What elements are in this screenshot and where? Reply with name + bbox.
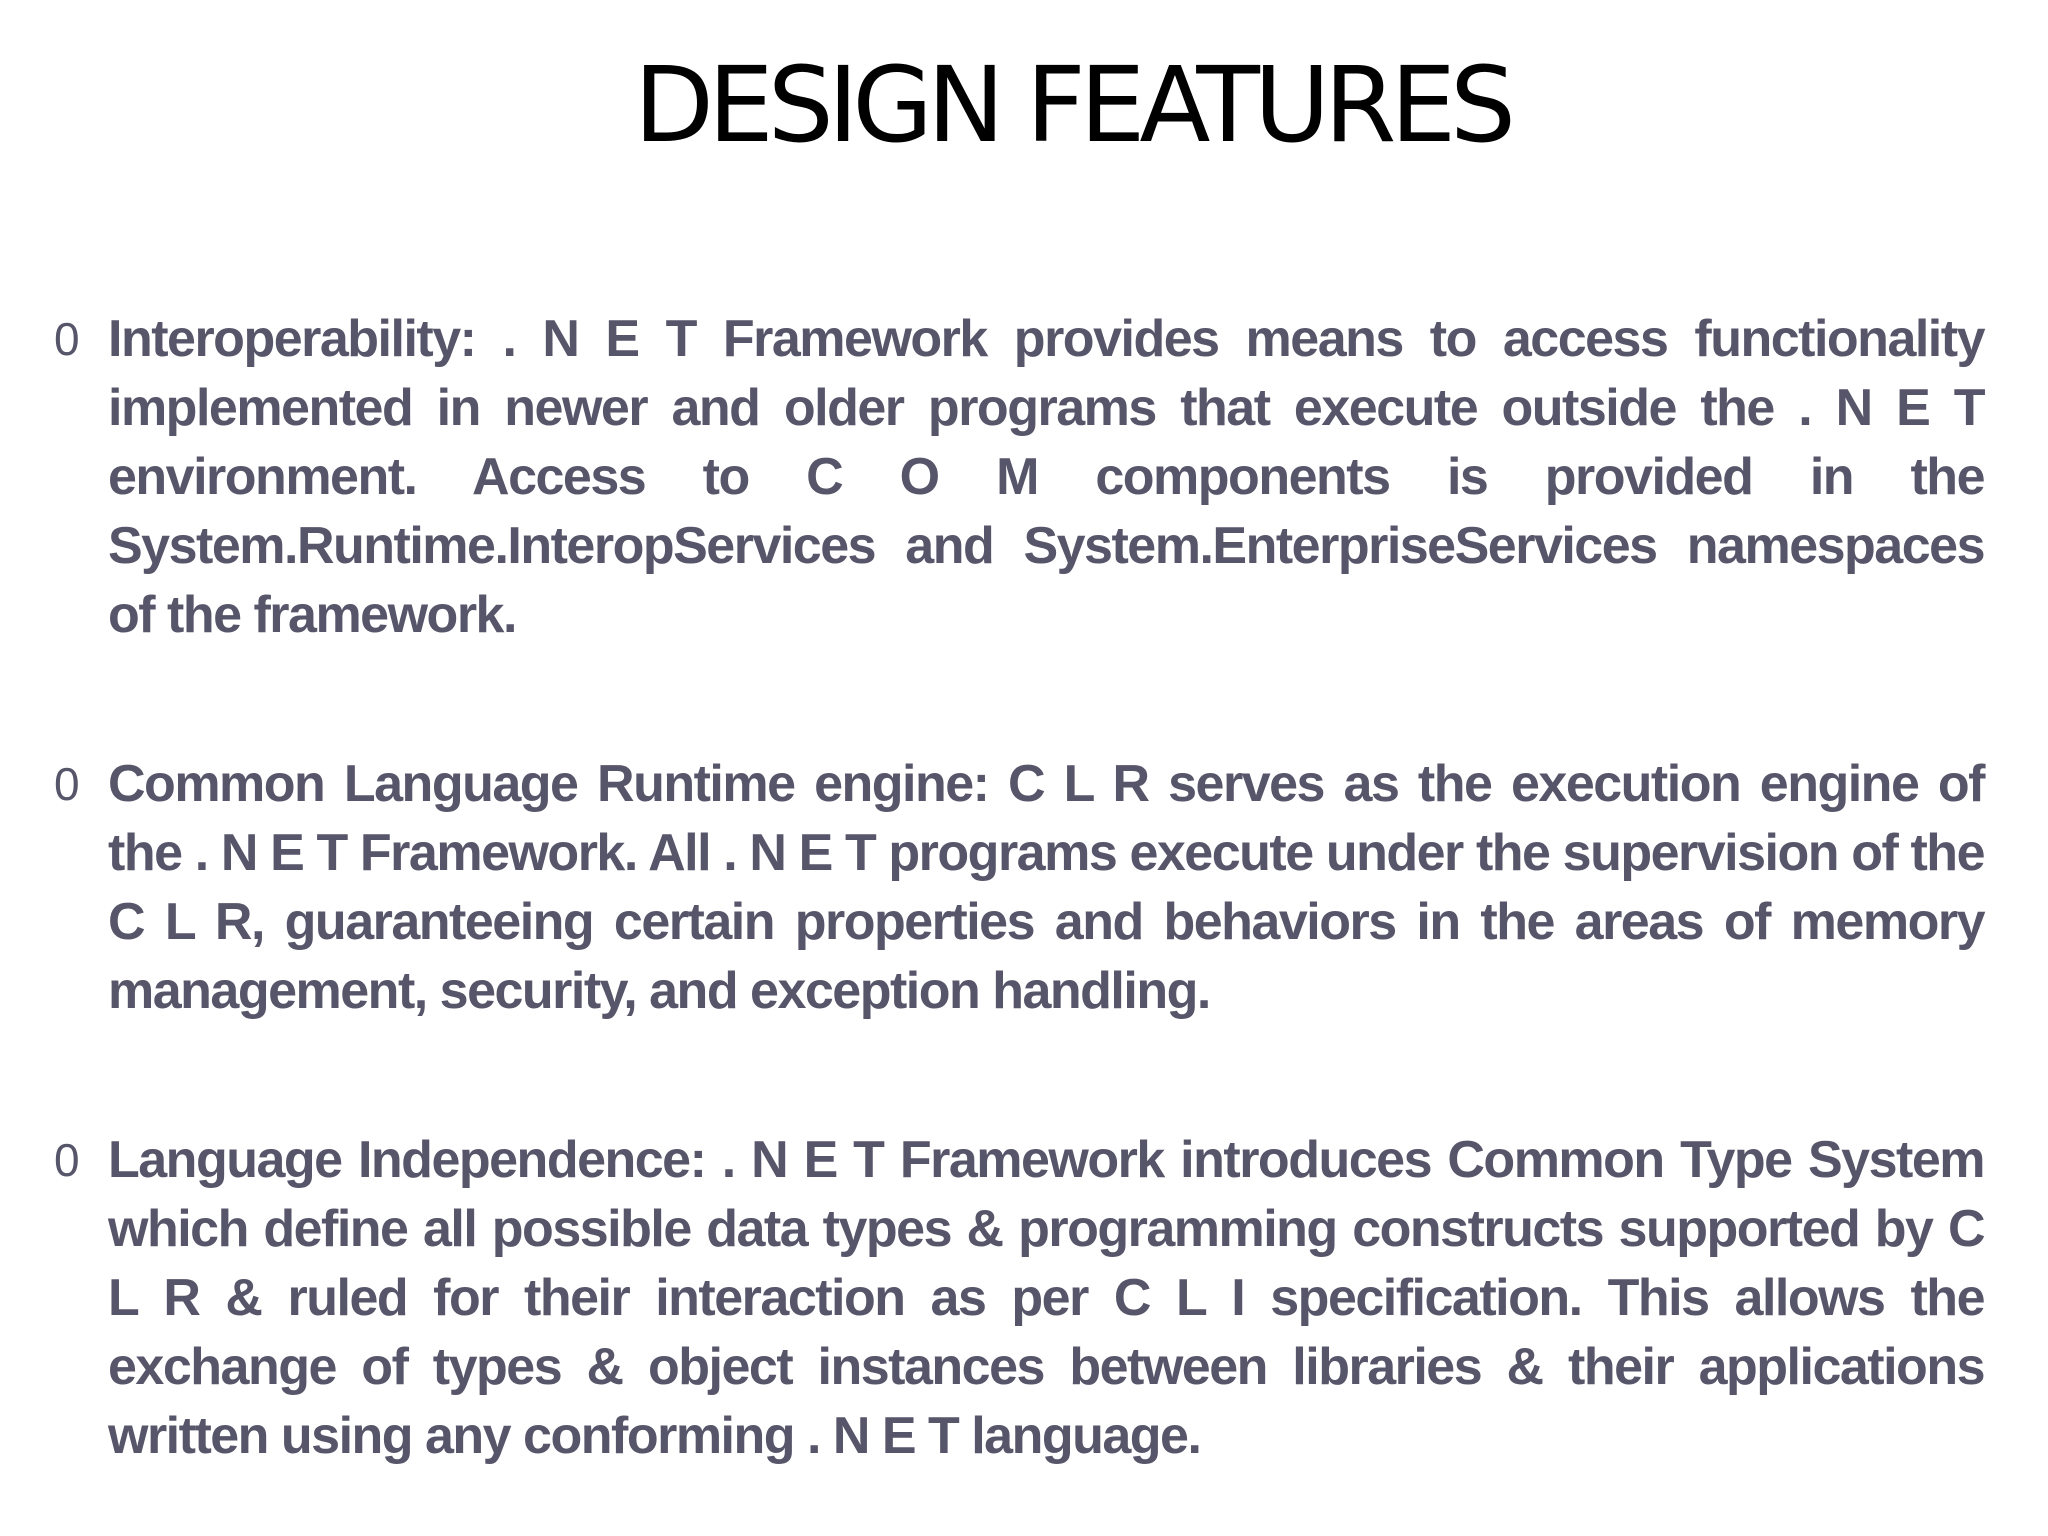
bullet-text: Interoperability: . N E T Framework provides means to access functionality implemented in newer and older programs that execute outside the . N E T environment. Access to C O M components is provided in the System.Runtime.InteropServices and System.EnterpriseServices namespaces of the framework. [108,310,1984,644]
bullet-language-independence [54,1126,1984,1471]
slide-title: DESIGN FEATURES [633,44,1511,166]
bullet-marker: 0 [54,313,80,365]
bullet-text: Common Language Runtime engine: C L R serves as the execution engine of the . N E T Framework. All . N E T programs execute under the supervision of the C L R, guaranteeing certain properties and behaviors in the areas of memory management, security, and exception handling. [108,755,1984,1020]
bullet-list [54,305,1984,1471]
bullet-marker: 0 [54,1134,80,1186]
bullet-interoperability [54,305,1984,650]
bullet-marker: 0 [54,758,80,810]
bullet-clr-engine [54,750,1984,1026]
bullet-text: Language Independence: . N E T Framework introduces Common Type System which define all possible data types & programming constructs supported by C L R & ruled for their interaction as per C L I specification. This allows the exchange of types & object instances between libraries & their applications written using any conforming . N E T language. [108,1131,1984,1465]
